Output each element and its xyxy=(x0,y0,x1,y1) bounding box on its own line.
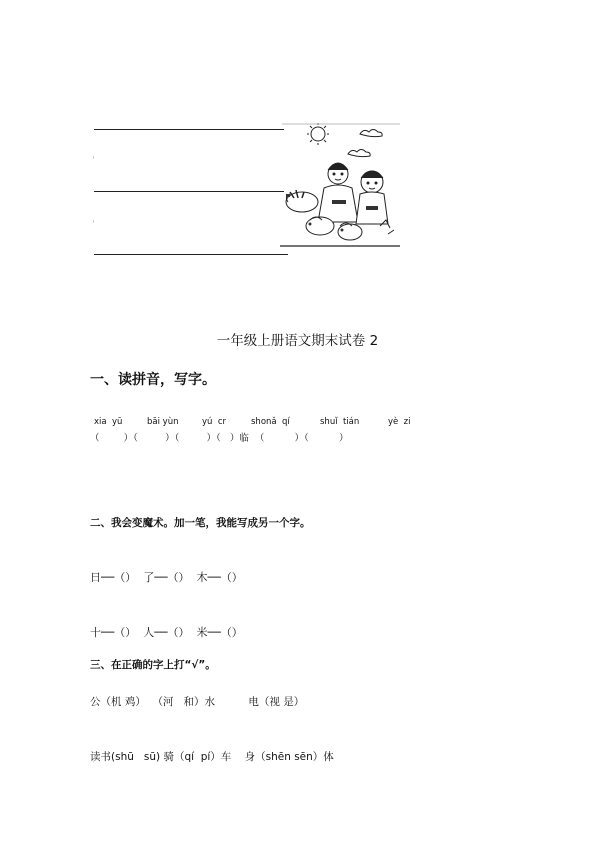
page-title: 一年级上册语文期末试卷 2 xyxy=(216,333,379,349)
answer-brackets: （ ）（ ）（ ）（ ）临 （ ）（ ） xyxy=(90,433,349,444)
children-playing-with-chickens-illustration xyxy=(280,122,402,250)
top-rule-1 xyxy=(94,129,284,130)
pinyin-item: bāi yùn xyxy=(147,417,179,427)
section-3-heading: 三、在正确的字上打“√”。 xyxy=(90,659,216,671)
pinyin-item: yè zi xyxy=(388,417,411,427)
pinyin-item: shuǐ tián xyxy=(320,417,360,427)
top-rule-3 xyxy=(94,254,288,255)
exercise-row: 读书(shū sū) 骑（qí pí）车 身（shēn sēn）体 xyxy=(90,751,334,763)
exercise-row: 公（机 鸡） （河 和）水 电（视 是） xyxy=(90,696,305,708)
section-1-heading: 一、读拼音，写字。 xyxy=(90,372,216,388)
stray-mark: ʼ xyxy=(92,220,95,230)
stray-mark: ʼ xyxy=(92,156,95,166)
top-rule-2 xyxy=(94,191,284,192)
section-2-heading: 二、我会变魔术。加一笔，我能写成另一个字。 xyxy=(90,517,311,529)
pinyin-item: xia yū xyxy=(94,417,123,427)
pinyin-item: yú cr xyxy=(202,417,226,427)
exercise-row: 十──（） 人──（） 米──（） xyxy=(90,626,243,639)
exercise-row: 日──（） 了──（） 木──（） xyxy=(90,571,243,584)
illustration-icon xyxy=(280,122,402,250)
pinyin-item: shonǎ qí xyxy=(251,417,290,427)
